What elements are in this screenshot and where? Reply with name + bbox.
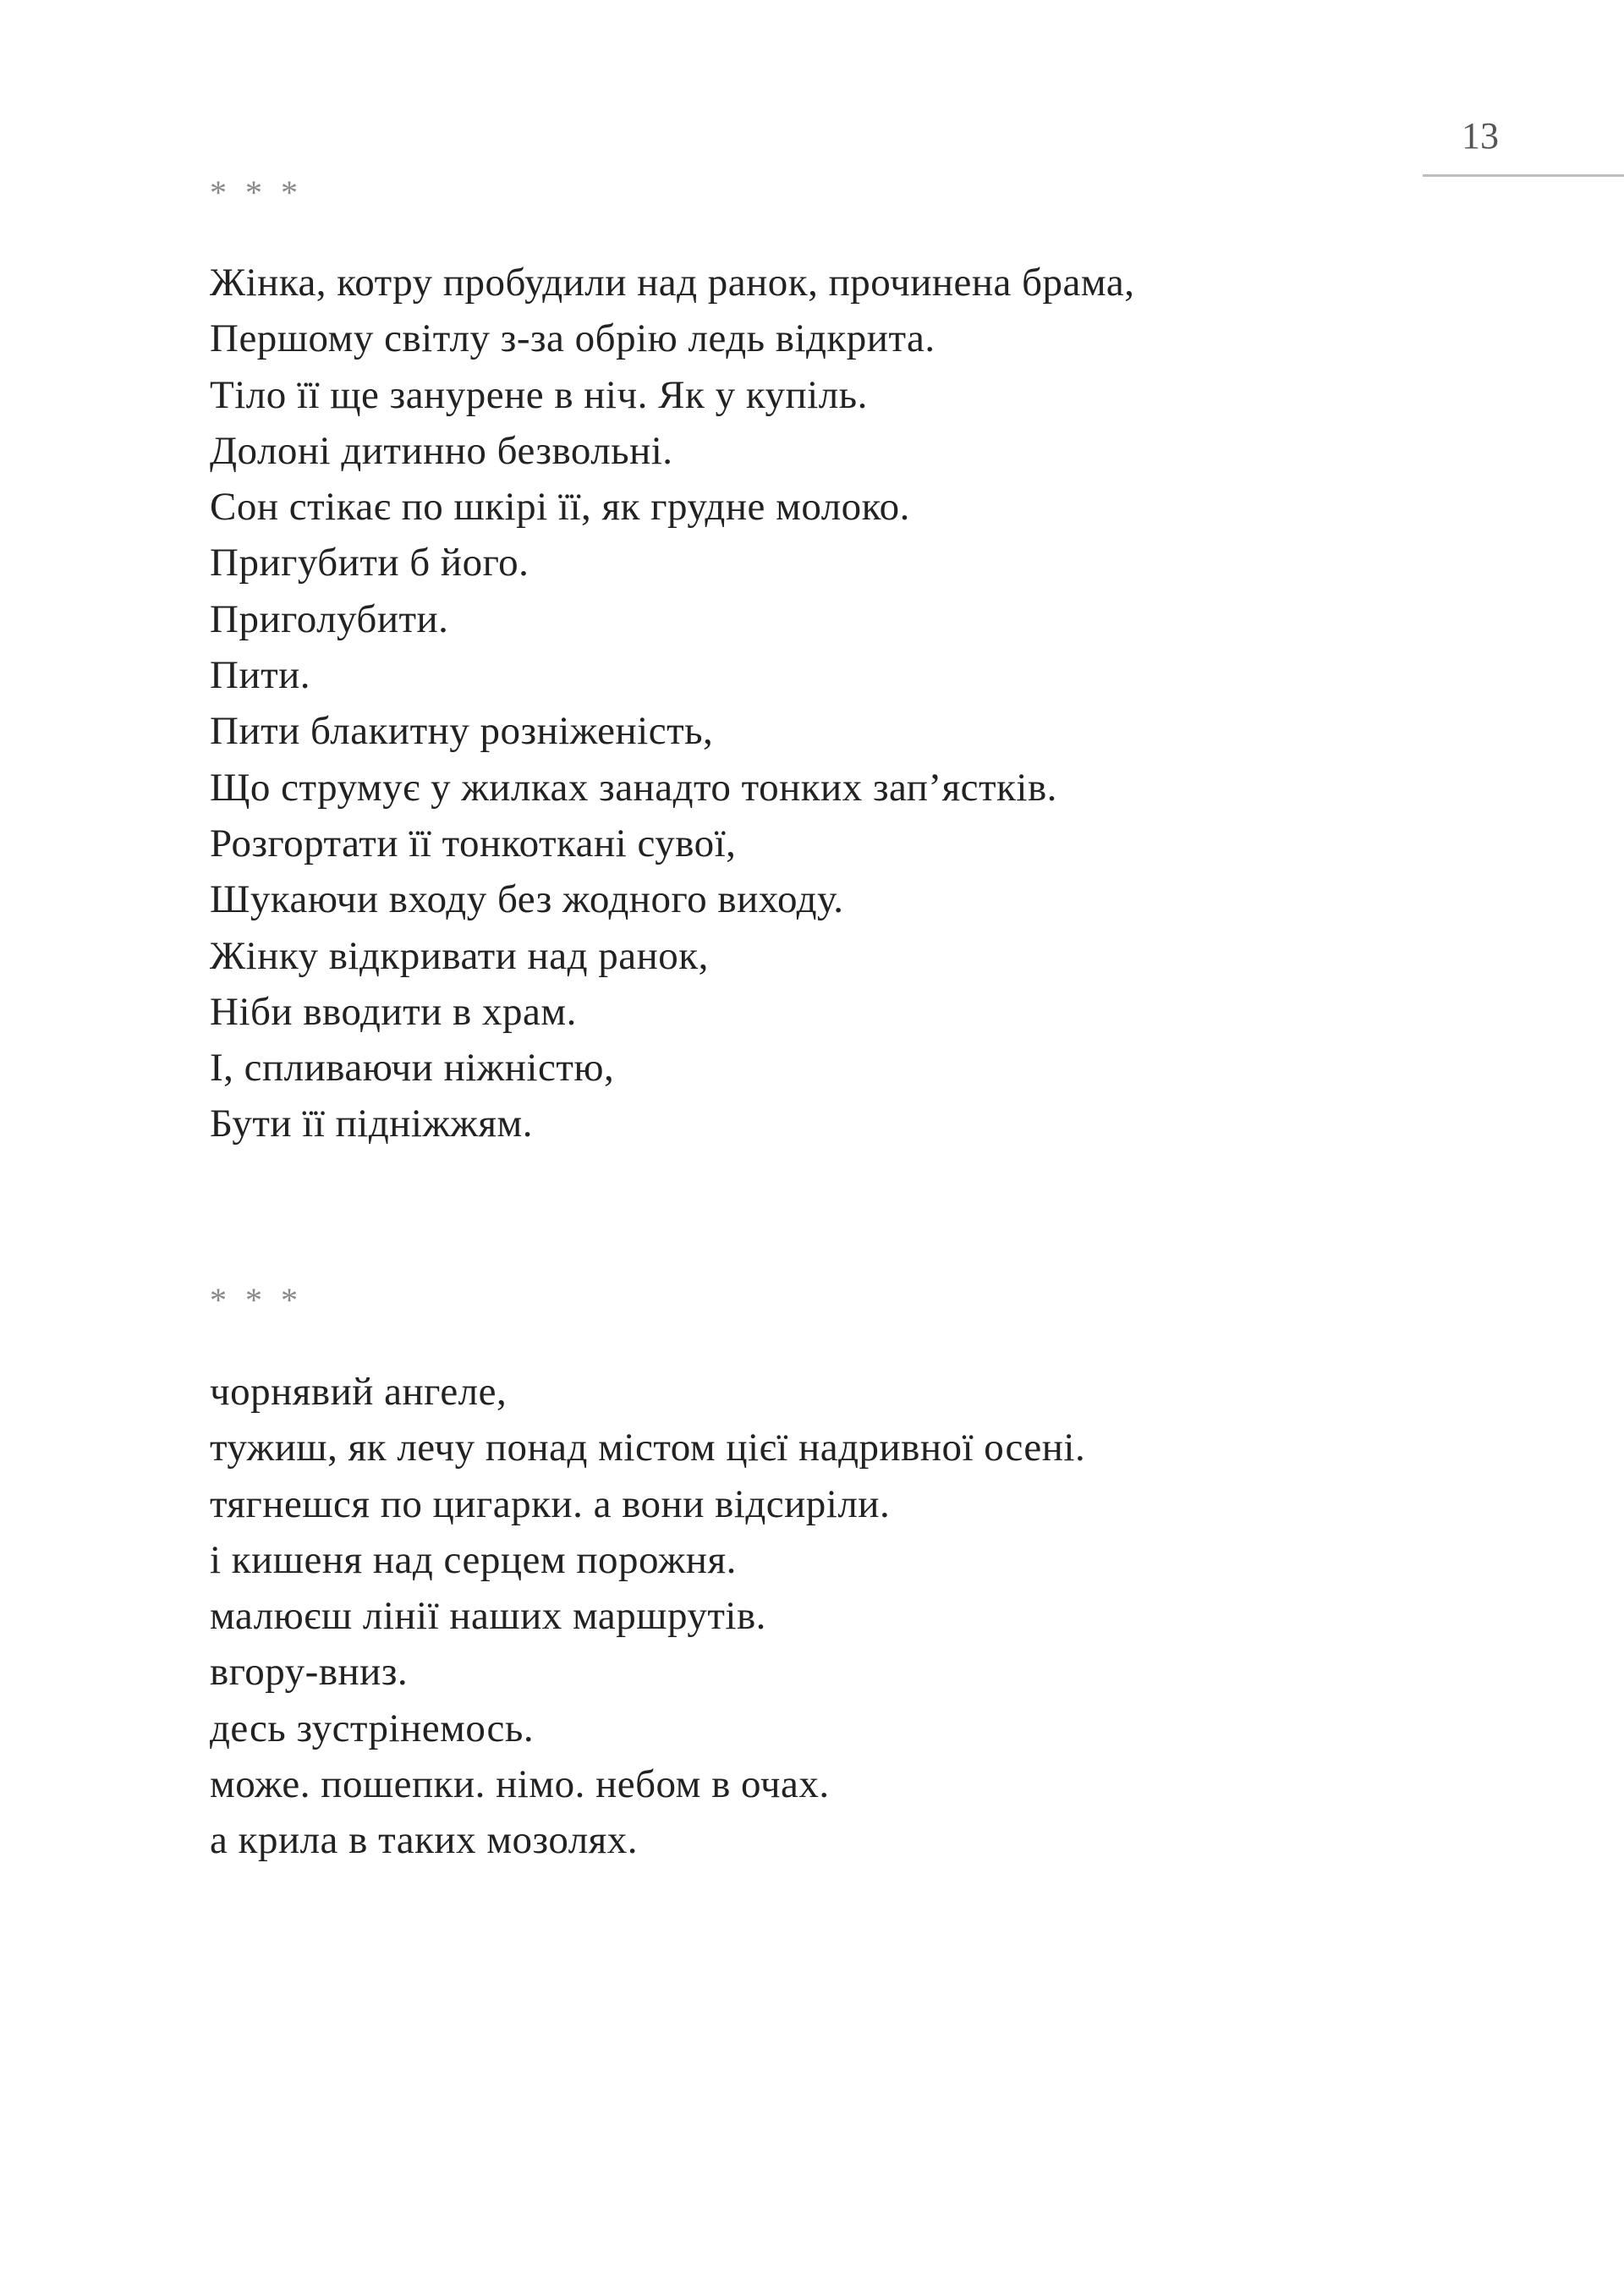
poem-line: Пити блакитну розніженість, [210,709,714,754]
poem-line: Що струмує у жилках занадто тонких зап’ястків. [210,765,1057,810]
header-rule [1423,174,1624,177]
poem-line: Жінка, котру пробудили над ранок, прочинена брама, [210,261,1135,305]
poem-line: тужиш, як лечу понад містом цієї надривної осені. [210,1426,1086,1470]
poem-line: Приголубити. [210,596,449,641]
poem-line: десь зустрінемось. [210,1706,535,1750]
poem-line: тягнешся по цигарки. а вони відсиріли. [210,1481,891,1526]
poem-line: Долоні дитинно безвольні. [210,428,673,473]
poem-line: Бути її підніжжям. [210,1102,534,1146]
poem-line: Тіло її ще занурене в ніч. Як у купіль. [210,372,868,417]
poem-2 [210,1364,1085,1869]
poem-line: Шукаючи входу без жодного виходу. [210,877,844,922]
poem-1 [210,255,1134,1152]
poem-line: І, спливаючи ніжністю, [210,1046,615,1091]
poem-line: може. пошепки. німо. небом в очах. [210,1762,830,1807]
poem-separator: * * * [210,1281,303,1319]
poem-line: Першому світлу з-за обрію ледь відкрита. [210,316,935,361]
poem-separator: * * * [210,173,303,212]
page-number: 13 [1462,115,1499,157]
poem-line: а крила в таких мозолях. [210,1818,639,1863]
poem-line: Пригубити б його. [210,541,529,585]
poem-line: Сон стікає по шкірі її, як грудне молоко. [210,485,910,530]
poem-line: вгору-вниз. [210,1650,409,1695]
poem-line: чорнявий ангеле, [210,1370,508,1414]
poem-line: Жінку відкривати над ранок, [210,933,709,978]
poem-line: Ніби вводити в храм. [210,989,577,1034]
poem-line: Розгортати її тонкоткані сувої, [210,821,737,865]
poem-line: Пити. [210,653,311,698]
poem-line: малюєш лінії наших маршрутів. [210,1594,766,1639]
poem-line: і кишеня над серцем порожня. [210,1537,737,1582]
